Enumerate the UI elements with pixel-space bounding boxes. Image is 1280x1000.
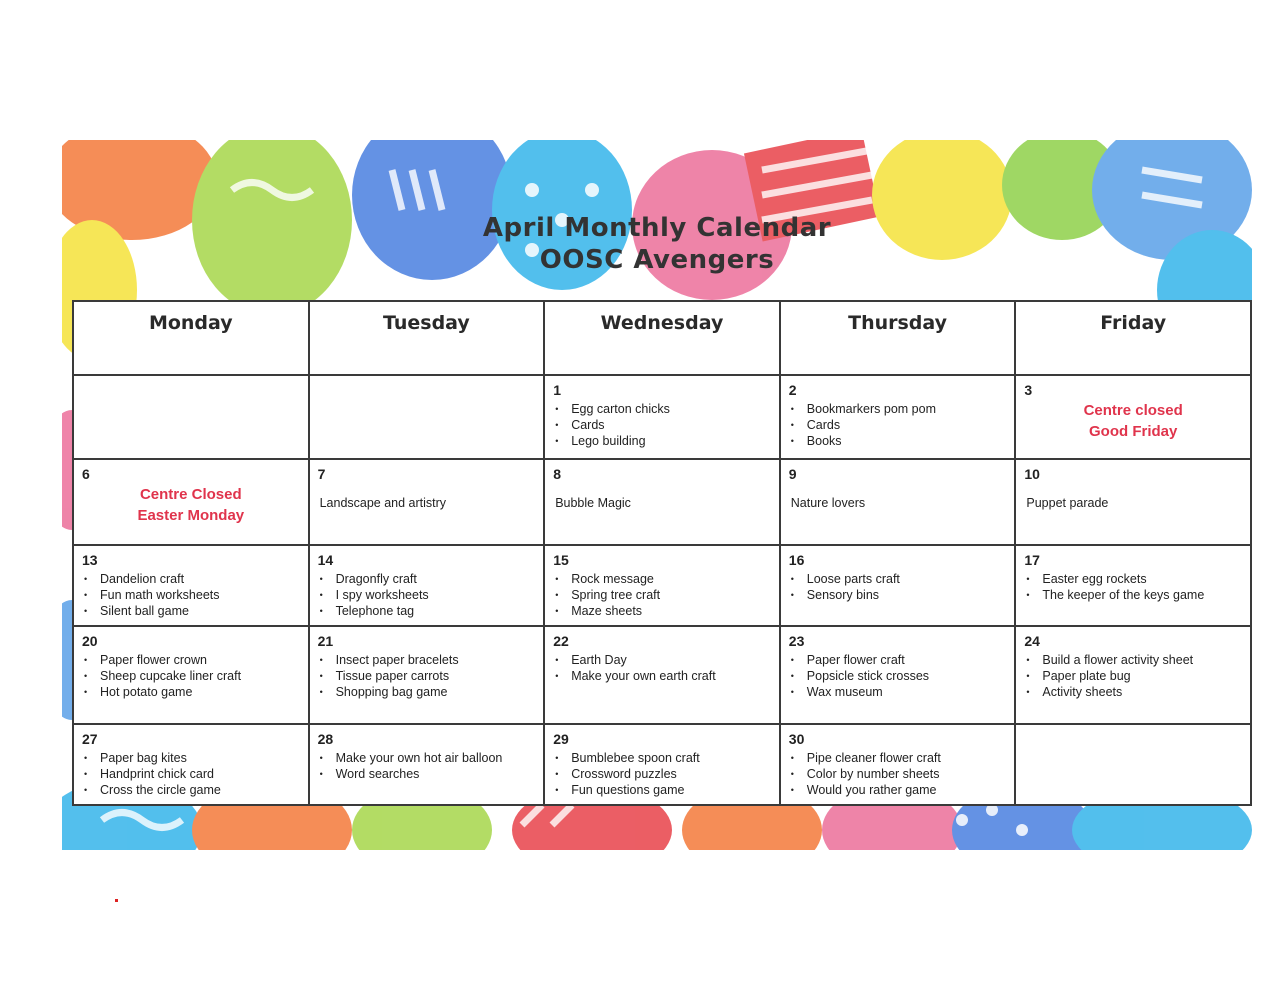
activity-list — [789, 750, 1007, 798]
day-number: 2 — [788, 382, 797, 398]
day-number: 9 — [788, 466, 797, 482]
day-cell-14 — [309, 545, 545, 626]
closed-notice: Centre closed — [1083, 402, 1183, 419]
day-number: 28 — [317, 731, 334, 747]
day-cell-10 — [1015, 459, 1251, 545]
activity-item: • The keeper of the keys game — [1042, 587, 1242, 603]
day-theme: Puppet parade — [1026, 496, 1109, 510]
activity-item: • Cross the circle game — [100, 782, 300, 798]
day-number: 6 — [82, 466, 90, 482]
activity-list — [318, 750, 536, 782]
activity-item: • Tissue paper carrots — [336, 668, 536, 684]
activity-item: • Cards — [807, 417, 1007, 433]
day-number: 17 — [1024, 552, 1040, 568]
header-tuesday: Tuesday — [309, 301, 545, 375]
activity-list — [789, 401, 1007, 449]
closed-notice: Easter Monday — [137, 507, 245, 524]
header-friday: Friday — [1015, 301, 1251, 375]
empty-day-cell — [1015, 724, 1251, 805]
activity-item: • Cards — [571, 417, 771, 433]
week-row — [73, 375, 1251, 459]
day-number: 1 — [553, 382, 561, 398]
day-cell-24 — [1015, 626, 1251, 724]
day-cell-13 — [73, 545, 309, 626]
calendar-grid — [72, 300, 1252, 806]
day-number: 10 — [1024, 466, 1040, 482]
activity-item: • Wax museum — [807, 684, 1007, 700]
day-cell-28 — [309, 724, 545, 805]
activity-item: • Sheep cupcake liner craft — [100, 668, 300, 684]
day-number: 21 — [317, 633, 334, 649]
activity-item: • Bookmarkers pom pom — [807, 401, 1007, 417]
activity-item: • Insect paper bracelets — [336, 652, 536, 668]
calendar-title-line2: OOSC Avengers — [539, 245, 775, 275]
activity-list — [553, 401, 771, 449]
day-cell-9 — [780, 459, 1016, 545]
activity-item: • Easter egg rockets — [1042, 571, 1242, 587]
activity-item: • Crossword puzzles — [571, 766, 771, 782]
day-number: 22 — [553, 633, 569, 649]
activity-item: • Color by number sheets — [807, 766, 1007, 782]
header-thursday: Thursday — [780, 301, 1016, 375]
week-row — [73, 724, 1251, 805]
day-cell-8 — [544, 459, 780, 545]
activity-item: • Handprint chick card — [100, 766, 300, 782]
day-number: 23 — [788, 633, 805, 649]
activity-item: • Lego building — [571, 433, 771, 449]
day-number: 7 — [317, 466, 326, 482]
activity-item: • Silent ball game — [100, 603, 300, 619]
activity-item: • Hot potato game — [100, 684, 300, 700]
day-theme: Nature lovers — [790, 496, 866, 510]
activity-item: • Shopping bag game — [336, 684, 536, 700]
activity-item: • Earth Day — [571, 652, 771, 668]
day-theme: Bubble Magic — [555, 496, 631, 510]
day-cell-22 — [544, 626, 780, 724]
calendar-title-line1: April Monthly Calendar — [482, 213, 832, 243]
day-theme: Landscape and artistry — [319, 496, 447, 510]
closed-notice: Centre Closed — [139, 486, 242, 503]
activity-list — [1024, 652, 1242, 700]
activity-item: • Paper flower craft — [807, 652, 1007, 668]
activity-item: • Word searches — [336, 766, 536, 782]
weekday-header-row — [73, 301, 1251, 375]
day-cell-20 — [73, 626, 309, 724]
activity-item: • Make your own hot air balloon — [336, 750, 536, 766]
activity-item: • Dandelion craft — [100, 571, 300, 587]
activity-list — [1024, 571, 1242, 603]
activity-item: • Loose parts craft — [807, 571, 1007, 587]
activity-item: • Books — [807, 433, 1007, 449]
activity-item: • Paper flower crown — [100, 652, 300, 668]
day-cell-15 — [544, 545, 780, 626]
activity-list — [553, 571, 771, 619]
day-number: 20 — [82, 633, 98, 649]
day-cell-27 — [73, 724, 309, 805]
activity-list — [318, 652, 536, 700]
header-wednesday: Wednesday — [544, 301, 780, 375]
day-number: 3 — [1024, 382, 1033, 398]
day-cell-30 — [780, 724, 1016, 805]
activity-item: • Make your own earth craft — [571, 668, 771, 684]
stray-mark — [115, 899, 118, 902]
activity-item: • Maze sheets — [571, 603, 771, 619]
day-cell-6 — [73, 459, 309, 545]
activity-item: • Bumblebee spoon craft — [571, 750, 771, 766]
empty-day-cell — [309, 375, 545, 459]
day-cell-16 — [780, 545, 1016, 626]
empty-day-cell — [73, 375, 309, 459]
activity-item: • Build a flower activity sheet — [1042, 652, 1242, 668]
activity-item: • Spring tree craft — [571, 587, 771, 603]
activity-item: • Telephone tag — [336, 603, 536, 619]
day-number: 14 — [317, 552, 334, 568]
activity-item: • Fun math worksheets — [100, 587, 300, 603]
activity-item: • Paper bag kites — [100, 750, 300, 766]
day-cell-1 — [544, 375, 780, 459]
day-number: 30 — [788, 731, 805, 747]
day-cell-29 — [544, 724, 780, 805]
activity-item: • Sensory bins — [807, 587, 1007, 603]
activity-item: • Paper plate bug — [1042, 668, 1242, 684]
calendar-sheet — [62, 140, 1252, 850]
week-row — [73, 626, 1251, 724]
activity-item: • Pipe cleaner flower craft — [807, 750, 1007, 766]
activity-list — [318, 571, 536, 619]
day-cell-2 — [780, 375, 1016, 459]
closed-notice: Good Friday — [1089, 423, 1178, 440]
day-cell-21 — [309, 626, 545, 724]
activity-item: • Egg carton chicks — [571, 401, 771, 417]
activity-item: • I spy worksheets — [336, 587, 536, 603]
activity-item: • Activity sheets — [1042, 684, 1242, 700]
activity-item: • Popsicle stick crosses — [807, 668, 1007, 684]
day-number: 8 — [553, 466, 561, 482]
activity-item: • Would you rather game — [807, 782, 1007, 798]
day-number: 24 — [1024, 633, 1040, 649]
day-number: 13 — [82, 552, 98, 568]
day-number: 27 — [82, 731, 98, 747]
week-row — [73, 545, 1251, 626]
activity-list — [553, 652, 771, 684]
activity-list — [82, 652, 300, 700]
activity-list — [82, 571, 300, 619]
activity-list — [553, 750, 771, 798]
day-number: 15 — [553, 552, 569, 568]
activity-item: • Rock message — [571, 571, 771, 587]
calendar-title — [62, 212, 1252, 276]
header-monday: Monday — [73, 301, 309, 375]
activity-list — [82, 750, 300, 798]
activity-list — [789, 652, 1007, 700]
day-cell-3 — [1015, 375, 1251, 459]
activity-item: • Dragonfly craft — [336, 571, 536, 587]
activity-item: • Fun questions game — [571, 782, 771, 798]
week-row — [73, 459, 1251, 545]
day-number: 16 — [788, 552, 805, 568]
activity-list — [789, 571, 1007, 603]
day-cell-7 — [309, 459, 545, 545]
day-cell-17 — [1015, 545, 1251, 626]
day-cell-23 — [780, 626, 1016, 724]
day-number: 29 — [553, 731, 569, 747]
